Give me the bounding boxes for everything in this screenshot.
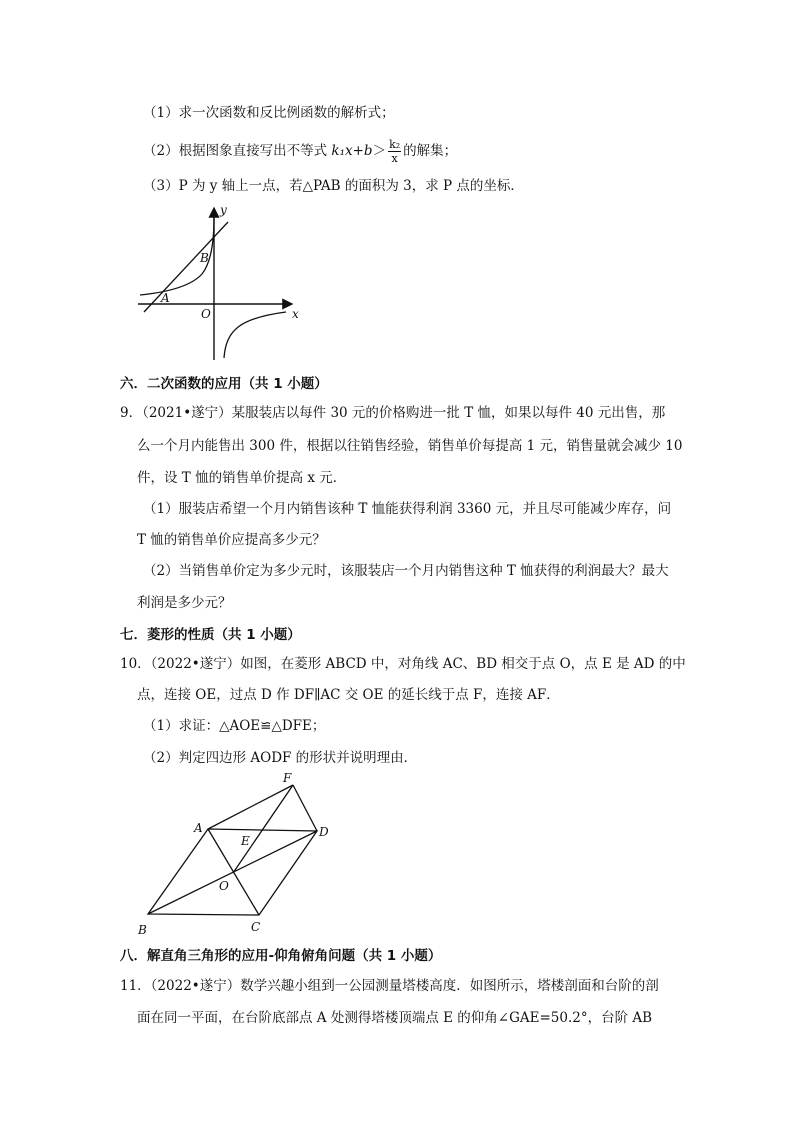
label-e: E bbox=[241, 834, 250, 848]
q11-line-1: 11．（2022•遂宁）数学兴趣小组到一公园测量塔楼高度．如图所示，塔楼剖面和台阶的剖 bbox=[120, 978, 659, 994]
rhombus-figure bbox=[130, 768, 340, 940]
label-point-b: B bbox=[200, 251, 209, 265]
diagonal-bd bbox=[148, 831, 317, 914]
q9-line-1: 9．（2021•遂宁）某服装店以每件 30 元的价格购进一批 T 恤，如果以每件 40 元出售，那 bbox=[120, 405, 666, 421]
hyperbola-branch-right bbox=[224, 312, 286, 358]
q8-fraction-num: k₂ bbox=[389, 138, 401, 151]
q10-line-2: 点，连接 OE，过点 D 作 DF∥AC 交 OE 的延长线于点 F，连接 AF． bbox=[137, 687, 560, 703]
label-d: D bbox=[319, 825, 329, 839]
section-8-title: 八．解直角三角形的应用-仰角俯角问题（共 1 小题） bbox=[120, 948, 442, 964]
section-7-title: 七．菱形的性质（共 1 小题） bbox=[120, 627, 301, 643]
q10-part2: （2）判定四边形 AODF 的形状并说明理由． bbox=[143, 750, 418, 766]
q8-part2-post: 的解集； bbox=[403, 143, 458, 159]
label-point-a: A bbox=[161, 291, 170, 305]
q8-part2-pre: （2）根据图象直接写出不等式 bbox=[143, 143, 332, 159]
q9-part2: （2）当销售单价定为多少元时，该服装店一个月内销售这种 T 恤获得的利润最大？最大 bbox=[143, 563, 669, 579]
segment-af bbox=[208, 785, 293, 829]
q11-line-2: 面在同一平面，在台阶底部点 A 处测得塔楼顶端点 E 的仰角∠GAE=50.2°，台阶 AB bbox=[137, 1010, 653, 1026]
linear-function-line bbox=[144, 222, 228, 312]
q8-part2-gt: ＞ bbox=[372, 143, 387, 159]
q8-fraction bbox=[388, 138, 401, 165]
label-y: y bbox=[220, 203, 227, 217]
label-origin: O bbox=[201, 307, 211, 321]
section-6-title: 六．二次函数的应用（共 1 小题） bbox=[120, 376, 328, 392]
q8-part2 bbox=[143, 138, 457, 165]
q10-part1: （1）求证：△AOE≌△DFE； bbox=[143, 718, 326, 734]
label-a: A bbox=[194, 821, 203, 835]
q8-part2-lhs: k₁x+b bbox=[331, 143, 373, 159]
label-o: O bbox=[219, 879, 229, 893]
segment-df bbox=[293, 785, 317, 831]
label-c: C bbox=[251, 920, 261, 934]
label-f: F bbox=[283, 771, 292, 785]
q9-line-3: 件，设 T 恤的销售单价提高 x 元． bbox=[137, 470, 347, 486]
q10-line-1: 10．（2022•遂宁）如图，在菱形 ABCD 中，对角线 AC、BD 相交于点 O，点 E 是 AD 的中 bbox=[120, 656, 686, 672]
function-graph bbox=[130, 200, 310, 365]
q9-part1-cont: T 恤的销售单价应提高多少元？ bbox=[137, 532, 326, 548]
q9-part2-cont: 利润是多少元？ bbox=[137, 595, 232, 611]
label-b: B bbox=[138, 923, 147, 937]
q8-part1: （1）求一次函数和反比例函数的解析式； bbox=[143, 105, 395, 121]
q9-line-2: 么一个月内能售出 300 件，根据以往销售经验，销售单价每提高 1 元，销售量就会减少 10 bbox=[137, 438, 683, 454]
q8-part3: （3）P 为 y 轴上一点，若△PAB 的面积为 3，求 P 点的坐标． bbox=[143, 178, 524, 194]
q9-part1: （1）服装店希望一个月内销售该种 T 恤能获得利润 3360 元，并且尽可能减少库存，问 bbox=[143, 501, 672, 517]
label-x: x bbox=[292, 307, 299, 321]
q8-fraction-den: x bbox=[391, 152, 398, 165]
